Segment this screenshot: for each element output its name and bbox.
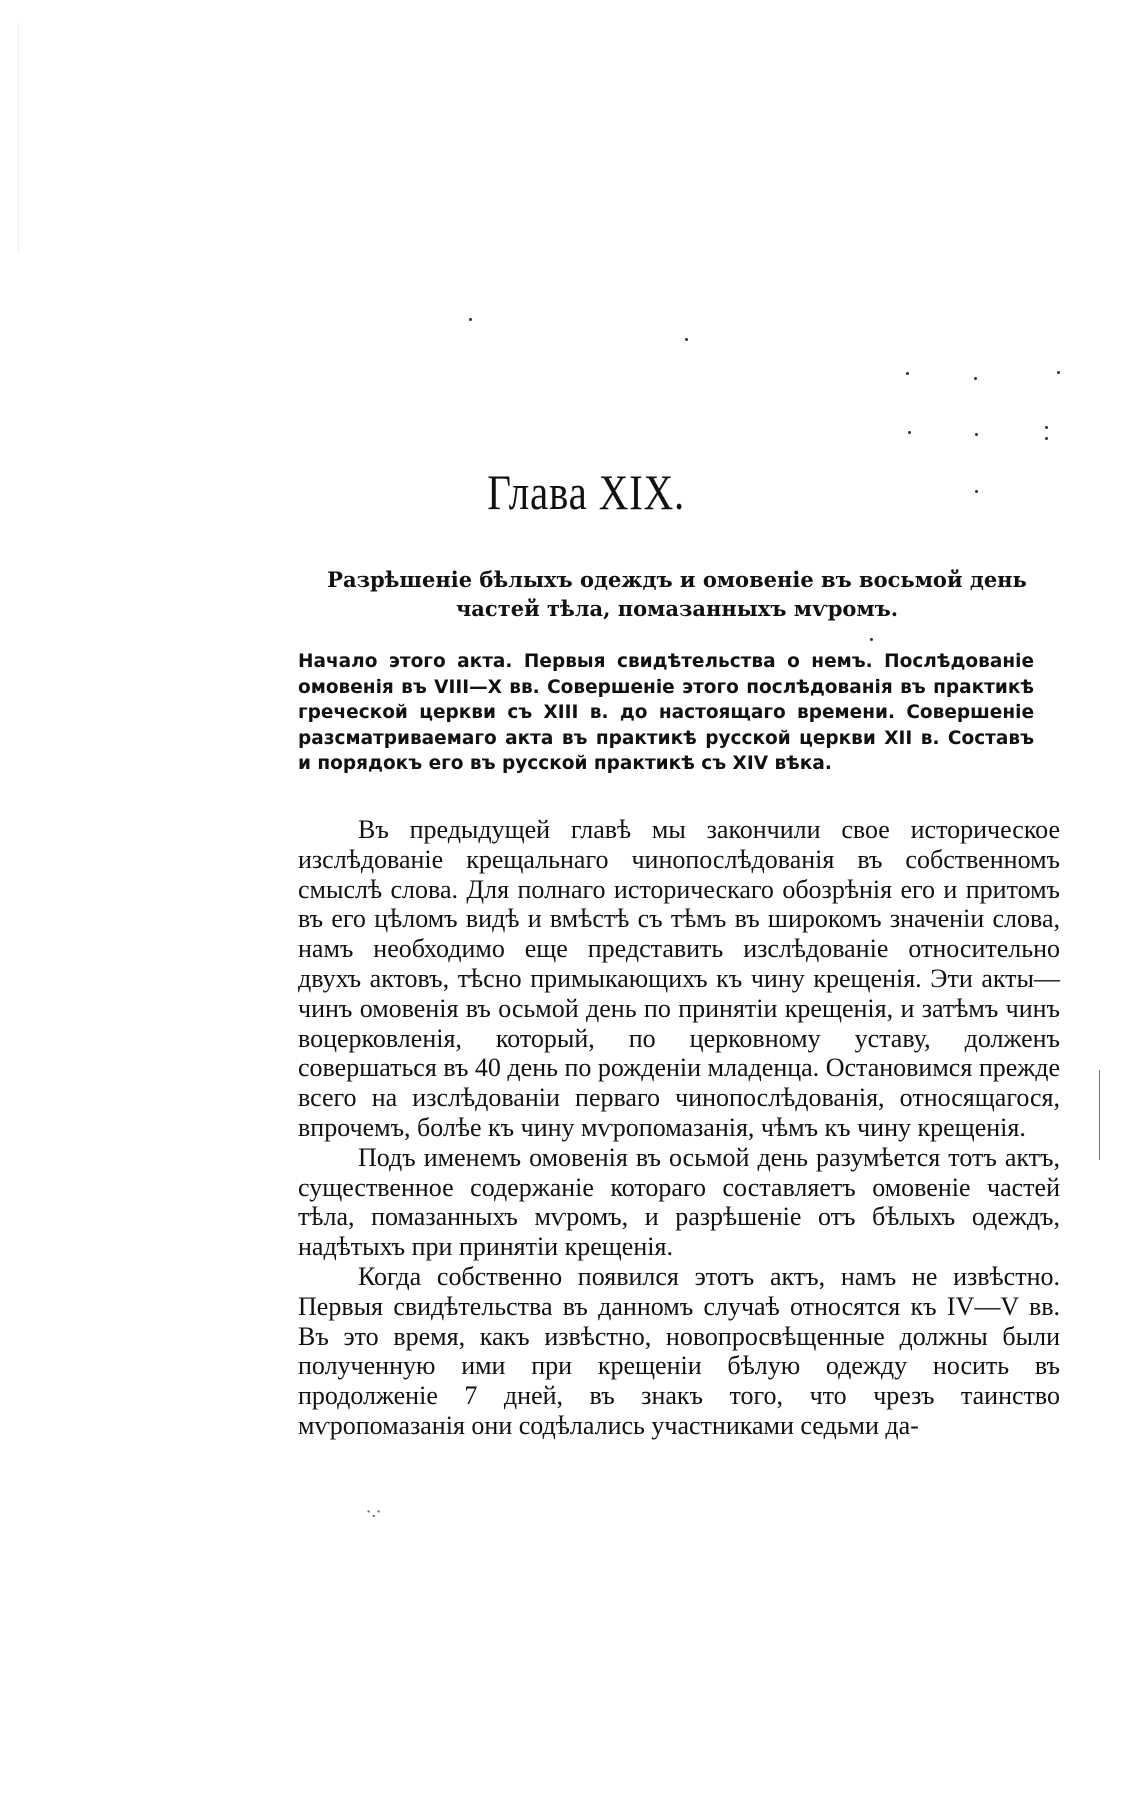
scan-speck: [685, 338, 688, 341]
paragraph: Подъ именемъ омовенія въ осьмой день разумѣется тотъ актъ, существенное содержаніе котораго составляетъ омовеніе частей тѣла, помазанныхъ мѵромъ, и разрѣшеніе отъ бѣлыхъ одеждъ, надѣтыхъ при принятіи крещенія.: [298, 1142, 1060, 1262]
scan-edge: [18, 22, 19, 252]
paragraph: Когда собственно появился этотъ актъ, намъ не извѣстно. Первыя свидѣтельства въ данномъ случаѣ относятся къ IV—V вв. Въ это время, какъ извѣстно, новопросвѣщенные должны были полученную ими при крещеніи бѣлую одежду носить въ продолженіе 7 дней, въ знакъ того, что чрезъ таинство мѵропомазанія они содѣлались участниками седьми да-: [298, 1261, 1060, 1440]
footer-mark: ·.·: [366, 1502, 382, 1521]
scan-speck: [974, 377, 977, 380]
chapter-subtitle: Разрѣшеніе бѣлыхъ одеждъ и омовеніе въ восьмой день частей тѣла, помазанныхъ мѵромъ.: [327, 567, 1027, 621]
scan-speck: [1045, 437, 1048, 440]
scan-speck: [469, 318, 472, 321]
scan-speck: [908, 431, 911, 434]
scan-speck: [906, 372, 909, 375]
scan-speck: [1057, 371, 1060, 374]
body-text: [298, 815, 1060, 1441]
chapter-title: Глава XIX.: [487, 464, 686, 520]
scan-speck: [870, 638, 873, 641]
scan-speck: [975, 433, 978, 436]
paragraph: Въ предыдущей главѣ мы закончили свое историческое изслѣдованіе крещальнаго чинопослѣдованія въ собственномъ смыслѣ слова. Для полнаго историческаго обозрѣнія его и притомъ въ его цѣломъ видѣ и вмѣстѣ съ тѣмъ въ широкомъ значеніи слова, намъ необходимо еще представить изслѣдованіе относительно двухъ актовъ, тѣсно примыкающихъ къ чину крещенія. Эти акты—чинъ омовенія въ осьмой день по принятіи крещенія, и затѣмъ чинъ воцерковленія, который, по церковному уставу, долженъ совершаться въ 40 день по рожденіи младенца. Остановимся прежде всего на изслѣдованіи перваго чинопослѣдованія, относящагося, впрочемъ, болѣе къ чину мѵропомазанія, чѣмъ къ чину крещенія.: [298, 815, 1060, 1142]
scan-margin-line: [1099, 1070, 1100, 1160]
scan-speck: [1045, 426, 1048, 429]
chapter-summary: Начало этого акта. Первыя свидѣтельства о немъ. Послѣдованіе омовенія въ VIII—X вв. Совершеніе этого послѣдованія въ практикѣ греческой церкви съ XIII в. до настоящаго времени. Совершеніе разсматриваемаго акта въ практикѣ русской церкви XII в. Составъ и порядокъ его въ русской практикѣ съ XIV вѣка.: [298, 651, 1034, 774]
